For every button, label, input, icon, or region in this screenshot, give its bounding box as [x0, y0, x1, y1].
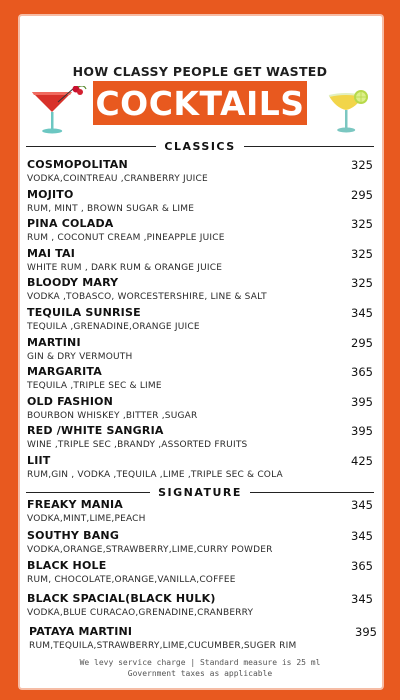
menu-item: [27, 158, 373, 188]
item-price: 365: [351, 559, 373, 573]
item-description: RUM,GIN , VODKA ,TEQUILA ,LIME ,TRIPLE SEC & COLA: [27, 469, 283, 480]
section-title-classics: CLASSICS: [164, 140, 236, 153]
item-description: VODKA,MINT,LIME,PEACH: [27, 514, 146, 524]
menu-item: [27, 395, 373, 425]
signature-list: [27, 498, 377, 655]
menu-footer: [0, 657, 400, 679]
item-name: MARGARITA: [27, 365, 102, 379]
item-price: 325: [351, 276, 373, 291]
cosmopolitan-glass-icon: [28, 86, 88, 136]
menu-item: [27, 336, 373, 366]
menu-item: [27, 592, 373, 626]
item-price: 325: [351, 217, 373, 232]
item-price: 345: [351, 528, 373, 543]
menu-item: [27, 306, 373, 336]
divider-line: [26, 492, 150, 493]
footer-line-service-charge: We levy service charge | Standard measure is 25 ml: [79, 658, 321, 667]
item-name: MARTINI: [27, 335, 81, 349]
divider-line: [250, 492, 374, 493]
item-price: 345: [351, 498, 373, 512]
item-description: RUM, CHOCOLATE,ORANGE,VANILLA,COFFEE: [27, 575, 236, 585]
item-price: 365: [351, 365, 373, 380]
item-description: VODKA,BLUE CURACAO,GRENADINE,CRANBERRY: [27, 607, 254, 618]
item-description: VODKA,ORANGE,STRAWBERRY,LIME,CURRY POWDER: [27, 544, 273, 555]
menu-item: [27, 625, 377, 655]
item-name: LIIT: [27, 453, 51, 467]
item-price: 295: [351, 187, 373, 202]
item-price: 325: [351, 158, 373, 172]
menu-item: [27, 424, 373, 454]
menu-item: [27, 454, 373, 484]
item-price: 395: [351, 394, 373, 409]
item-description: RUM,TEQUILA,STRAWBERRY,LIME,CUCUMBER,SUGER RIM: [29, 641, 297, 651]
menu-item: [27, 365, 373, 395]
item-name: OLD FASHION: [27, 394, 114, 408]
item-price: 295: [351, 335, 373, 350]
item-description: RUM , COCONUT CREAM ,PINEAPPLE JUICE: [27, 233, 225, 244]
menu-item: [27, 217, 373, 247]
item-description: WHITE RUM , DARK RUM & ORANGE JUICE: [27, 262, 223, 273]
classics-list: [27, 158, 373, 484]
item-price: 345: [351, 305, 373, 320]
item-description: TEQUILA ,GRENADINE,ORANGE JUICE: [27, 321, 200, 332]
item-price: 425: [351, 453, 373, 468]
menu-item: [27, 188, 373, 218]
section-header-classics: [26, 140, 374, 153]
item-description: VODKA ,TOBASCO, WORCESTERSHIRE, LINE & SALT: [27, 292, 267, 303]
item-description: VODKA,COINTREAU ,CRANBERRY JUICE: [27, 174, 208, 184]
item-description: GIN & DRY VERMOUTH: [27, 351, 133, 362]
item-name: BLACK HOLE: [27, 559, 107, 572]
divider-line: [244, 146, 374, 147]
item-price: 325: [351, 246, 373, 261]
menu-item: [27, 559, 373, 592]
item-price: 395: [355, 625, 377, 639]
margarita-glass-icon: [326, 90, 372, 136]
section-title-signature: SIGNATURE: [158, 486, 242, 499]
item-name: MOJITO: [27, 187, 74, 201]
item-name: RED /WHITE SANGRIA: [27, 424, 164, 438]
item-name: FREAKY MANIA: [27, 498, 124, 511]
divider-line: [26, 146, 156, 147]
footer-line-taxes: Government taxes as applicable: [127, 669, 273, 678]
menu-title-banner: COCKTAILS: [93, 81, 307, 125]
menu-item: [27, 529, 373, 560]
item-price: 345: [351, 591, 373, 606]
item-name: TEQUILA SUNRISE: [27, 305, 141, 319]
item-description: RUM, MINT , BROWN SUGAR & LIME: [27, 203, 195, 214]
item-name: BLACK SPACIAL(BLACK HULK): [27, 591, 216, 605]
item-price: 395: [351, 424, 373, 439]
item-name: PATAYA MARTINI: [29, 625, 133, 638]
item-name: PINA COLADA: [27, 217, 114, 231]
menu-item: [27, 247, 373, 277]
item-name: COSMOPOLITAN: [27, 158, 128, 171]
item-name: MAI TAI: [27, 246, 76, 260]
item-name: SOUTHY BANG: [27, 528, 120, 542]
menu-item: [27, 498, 373, 529]
menu-subtitle: HOW CLASSY PEOPLE GET WASTED: [72, 64, 328, 79]
item-description: TEQUILA ,TRIPLE SEC & LIME: [27, 381, 162, 392]
item-description: BOURBON WHISKEY ,BITTER ,SUGAR: [27, 410, 198, 421]
item-name: BLOODY MARY: [27, 276, 119, 290]
item-description: WINE ,TRIPLE SEC ,BRANDY ,ASSORTED FRUITS: [27, 440, 248, 451]
menu-item: [27, 276, 373, 306]
